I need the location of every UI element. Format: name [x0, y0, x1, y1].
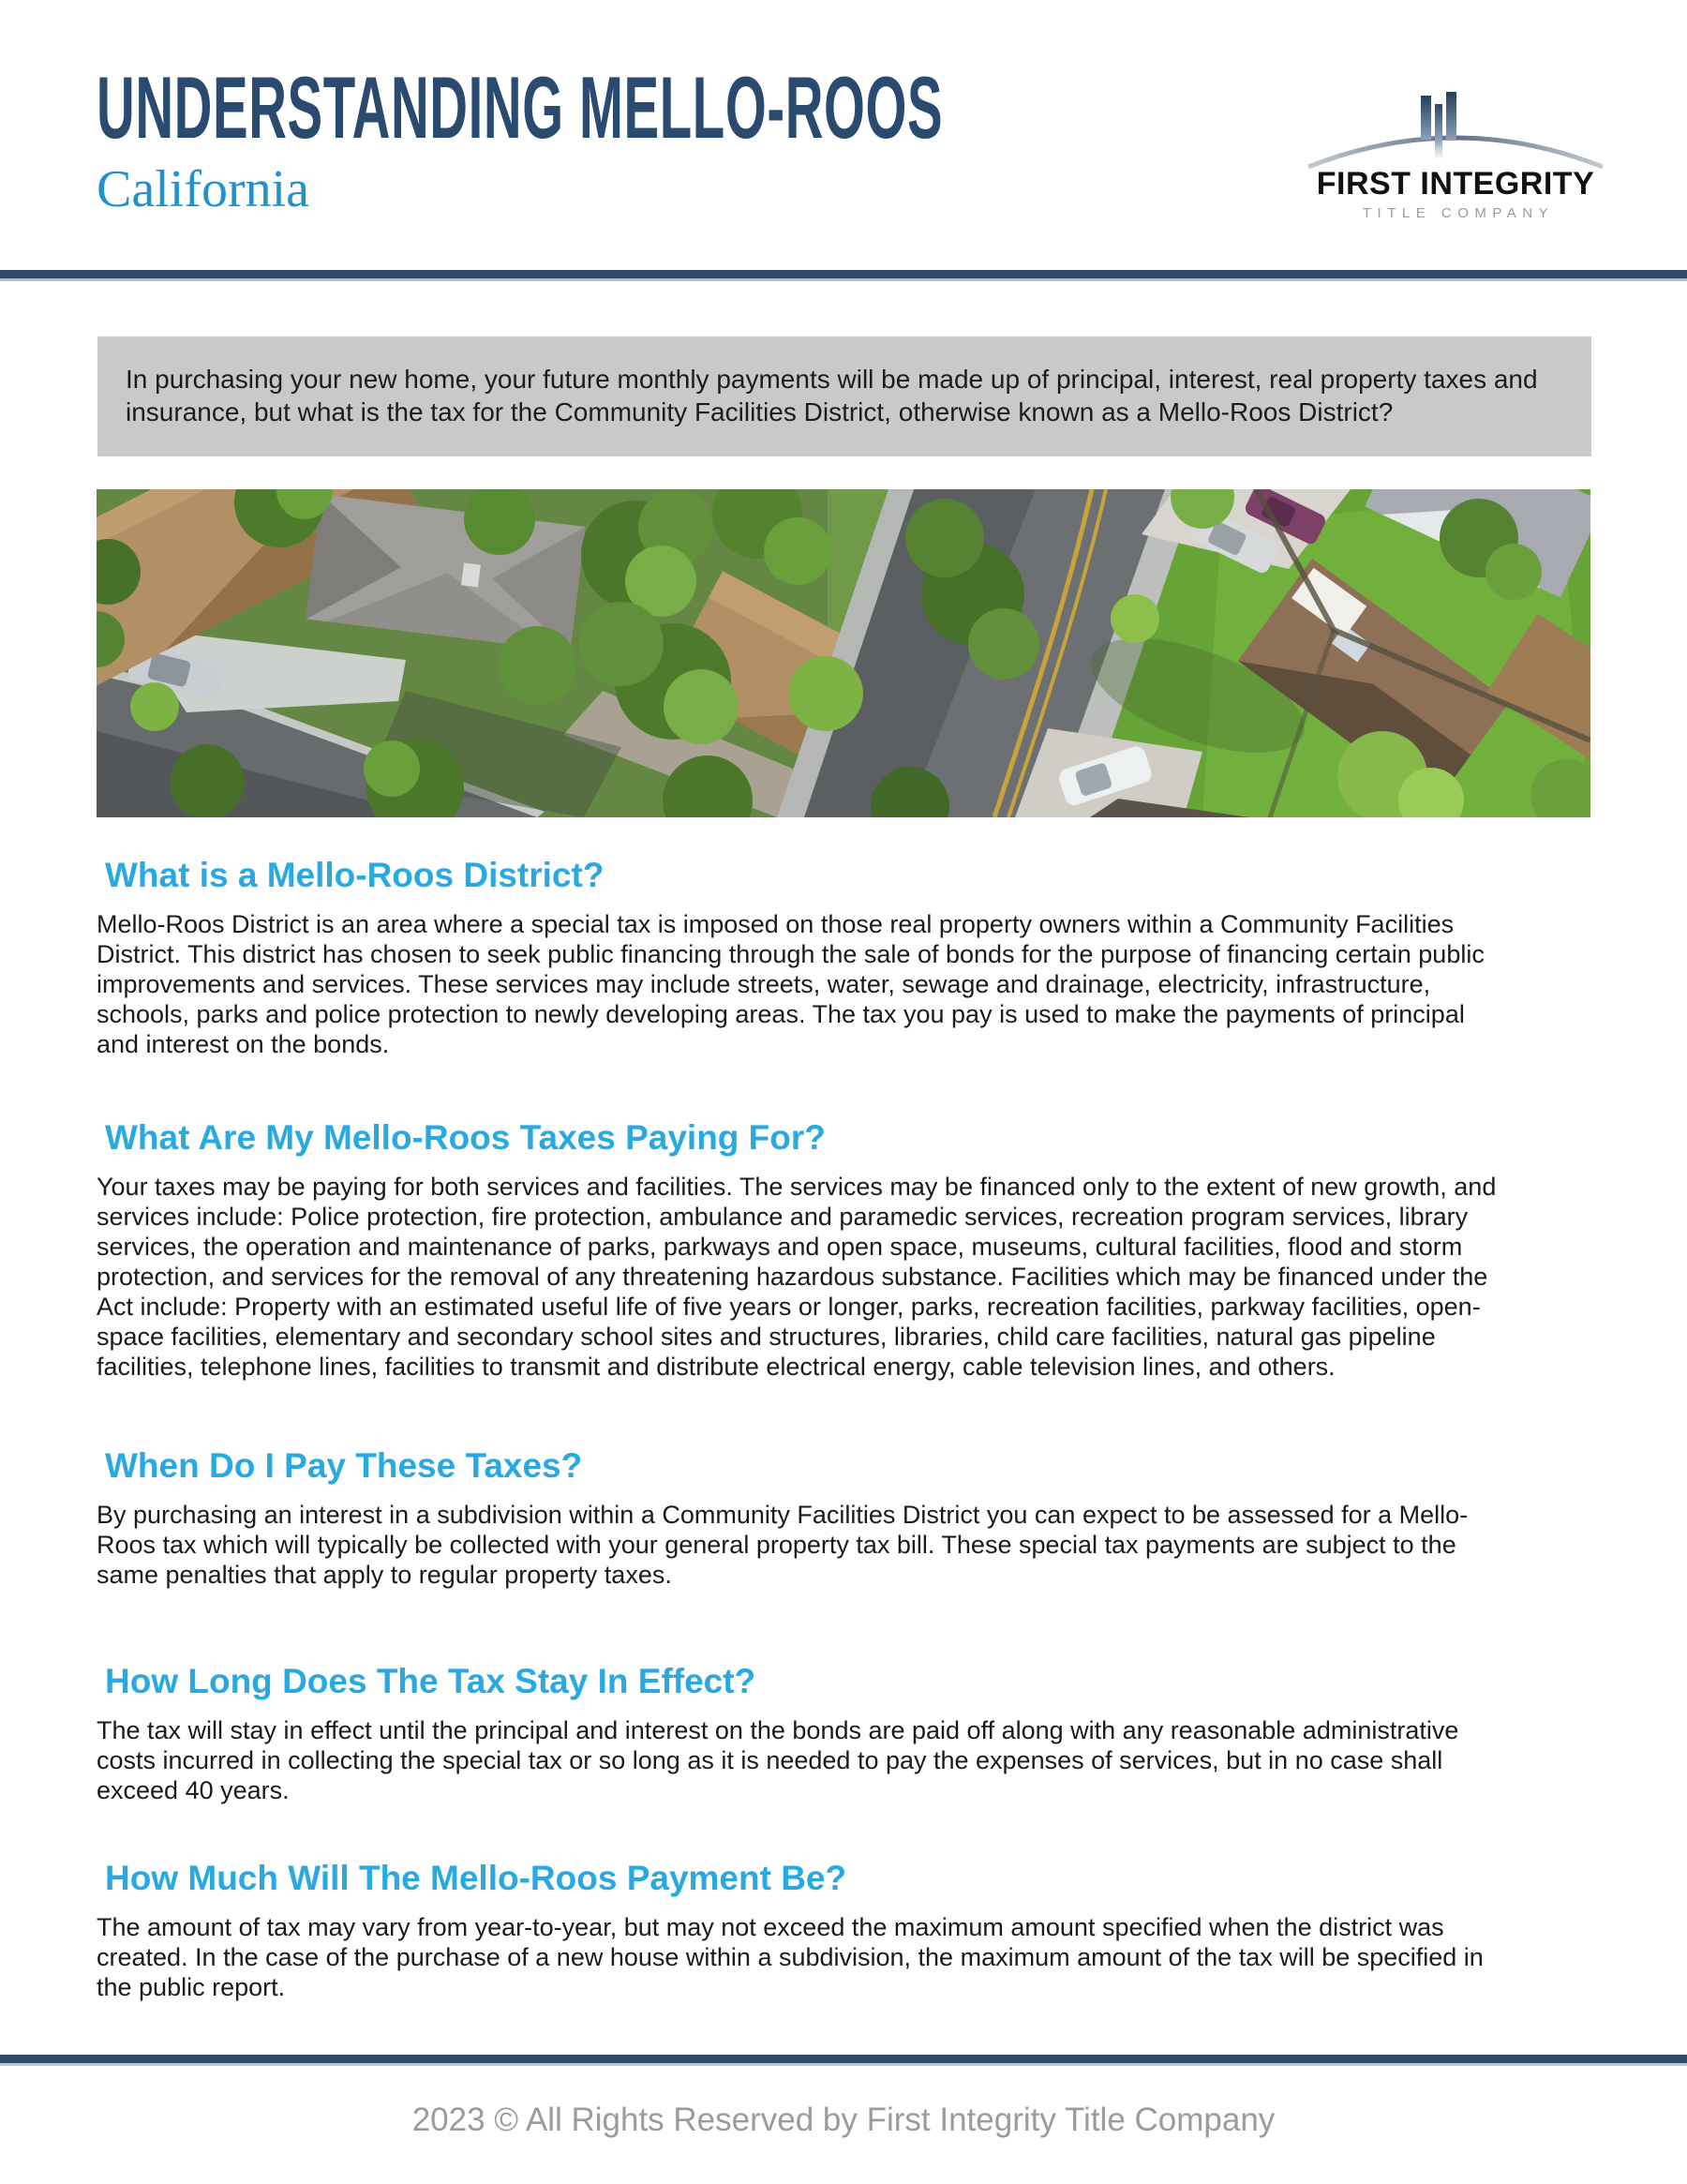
intro-text: In purchasing your new home, your future monthly payments will be made up of principal, interest, real property taxes and insurance, but what is the tax for the Community Facilities District, otherwise known as a Mello-Roos District? [126, 365, 1538, 426]
section-heading: What is a Mello-Roos District? [105, 856, 605, 894]
page-title: UNDERSTANDING MELLO-ROOS [97, 58, 944, 157]
section-body: Mello-Roos District is an area where a special tax is imposed on those real property owners within a Community Facilities District. This district has chosen to seek public financing through the sale of bonds for the purpose of financing certain public improvements and services. These services may include streets, water, sewage and drainage, electricity, infrastructure, schools, parks and police protection to newly developing areas. The tax you pay is used to make the payments of principal and interest on the bonds. [97, 910, 1485, 1058]
page-subtitle: California [97, 160, 310, 218]
section-heading: What Are My Mello-Roos Taxes Paying For? [105, 1118, 826, 1157]
intro-box [97, 337, 1591, 456]
section-heading: How Long Does The Tax Stay In Effect? [105, 1662, 756, 1700]
company-logo [1301, 75, 1610, 225]
footer-copyright: 2023 © All Rights Reserved by First Integrity Title Company [411, 2102, 1276, 2138]
section-how-long-in-effect [97, 1661, 1507, 1805]
section-heading: How Much Will The Mello-Roos Payment Be? [105, 1859, 847, 1897]
section-body: Your taxes may be paying for both services and facilities. The services may be financed only to the extent of new growth, and services include: Police protection, fire protection, ambulance and paramedic services, recreation program services, library services, the operation and maintenance of parks, parkways and open space, museums, cultural facilities, flood and storm protection, and services for the removal of any threatening hazardous substance. Facilities which may be financed under the Act include: Property with an estimated useful life of five years or longer, parks, recreation facilities, parkway facilities, open-space facilities, elementary and secondary school sites and structures, libraries, child care facilities, natural gas pipeline facilities, telephone lines, facilities to transmit and distribute electrical energy, cable television lines, and others. [97, 1173, 1497, 1381]
header-rule [0, 270, 1687, 281]
section-taxes-paying-for [97, 1117, 1507, 1382]
section-when-pay-taxes [97, 1445, 1507, 1590]
logo-tagline: TITLE COMPANY [1362, 205, 1555, 221]
aerial-neighborhood-photo [97, 489, 1590, 817]
logo-buildings-icon [1421, 92, 1456, 158]
section-how-much-payment [97, 1858, 1507, 2002]
section-body: The amount of tax may vary from year-to-year, but may not exceed the maximum amount specified when the district was created. In the case of the purchase of a new house within a subdivision, the maximum amount of the tax will be specified in the public report. [97, 1913, 1484, 2001]
section-body: The tax will stay in effect until the principal and interest on the bonds are paid off along with any reasonable administrative costs incurred in collecting the special tax or so long as it is needed to pay the expenses of services, but in no case shall exceed 40 years. [97, 1716, 1459, 1804]
footer-rule [0, 2055, 1687, 2066]
section-what-is-mello-roos [97, 855, 1507, 1059]
logo-name: FIRST INTEGRITY [1316, 166, 1595, 202]
section-heading: When Do I Pay These Taxes? [105, 1446, 583, 1485]
logo-arc-icon [1308, 138, 1603, 167]
section-body: By purchasing an interest in a subdivision within a Community Facilities District you can expect to be assessed for a Mello-Roos tax which will typically be collected with your general property tax bill. These special tax payments are subject to the same penalties that apply to regular property taxes. [97, 1501, 1469, 1589]
